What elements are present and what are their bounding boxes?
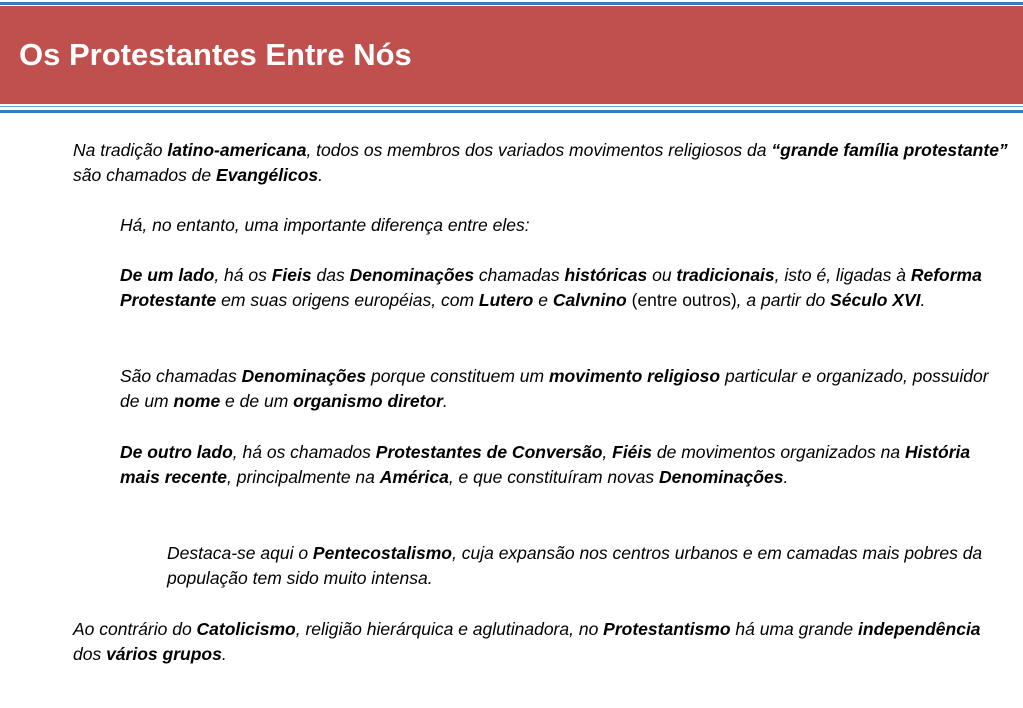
paragraph-evangelicos: [73, 138, 1008, 188]
text-segment-upright: (entre outros): [626, 290, 737, 310]
emphasis-text: tradicionais: [676, 265, 775, 285]
text-segment: e: [533, 290, 553, 310]
emphasis-text: Século XVI: [830, 290, 921, 310]
paragraph-denominacoes-historicas: [120, 263, 1000, 313]
text-segment: há uma grande: [730, 619, 859, 639]
title-bar: [0, 6, 1023, 104]
text-segment: dos: [73, 644, 107, 664]
emphasis-text: Denominações: [658, 467, 784, 487]
emphasis-text: Fieis: [271, 265, 312, 285]
text-segment: Na tradição: [73, 140, 168, 160]
emphasis-text: Calvnino: [552, 290, 627, 310]
text-segment: Há, no entanto, uma importante diferença entre eles:: [120, 215, 530, 235]
emphasis-text: movimento religioso: [548, 366, 721, 386]
text-segment: ou: [647, 265, 677, 285]
text-segment: Destaca-se aqui o: [167, 543, 313, 563]
emphasis-text: Protestantismo: [603, 619, 731, 639]
text-segment: de movimentos organizados na: [652, 442, 905, 462]
emphasis-text: latino-americana: [167, 140, 307, 160]
text-segment: .: [783, 467, 789, 487]
text-segment: chamadas: [474, 265, 565, 285]
paragraph-pentecostalismo: [167, 541, 1012, 591]
text-segment: são chamados de: [73, 165, 217, 185]
text-segment: porque constituem um: [366, 366, 549, 386]
emphasis-text: organismo diretor: [293, 391, 443, 411]
emphasis-text: independência: [858, 619, 981, 639]
paragraph-protestantes-conversao: [120, 440, 1005, 490]
emphasis-text: História mais recente: [120, 442, 971, 487]
emphasis-text: Denominações: [349, 265, 475, 285]
text-segment: , e que constituíram novas: [448, 467, 659, 487]
emphasis-text: Protestantes de Conversão: [375, 442, 603, 462]
emphasis-text: históricas: [564, 265, 648, 285]
text-segment: , isto é, ligadas à: [774, 265, 911, 285]
top-rule-line: [0, 2, 1023, 5]
emphasis-text: Reforma Protestante: [120, 265, 982, 310]
text-segment: .: [221, 644, 227, 664]
divider-thin-line: [0, 106, 1023, 107]
emphasis-text: Fiéis: [612, 442, 653, 462]
text-segment: , há os chamados: [232, 442, 376, 462]
slide-title: Os Protestantes Entre Nós: [19, 37, 412, 72]
text-segment: ,: [602, 442, 613, 462]
paragraph-sao-chamadas: [120, 364, 1000, 414]
emphasis-text: De outro lado: [120, 442, 233, 462]
emphasis-text: “grande família protestante”: [771, 140, 1008, 160]
text-segment: Ao contrário do: [73, 619, 197, 639]
text-segment: .: [442, 391, 448, 411]
emphasis-text: Lutero: [478, 290, 534, 310]
text-segment: , a partir do: [736, 290, 831, 310]
emphasis-text: Denominações: [241, 366, 367, 386]
emphasis-text: Evangélicos: [216, 165, 319, 185]
text-segment: , todos os membros dos variados movimentos religiosos da: [306, 140, 772, 160]
text-segment: , cuja expansão nos centros urbanos e em camadas mais pobres da população tem sido muito intensa.: [167, 543, 983, 588]
paragraph-catolicismo: [73, 617, 1008, 667]
text-segment: , há os: [214, 265, 272, 285]
emphasis-text: América: [379, 467, 449, 487]
emphasis-text: De um lado: [120, 265, 215, 285]
text-segment: , religião hierárquica e aglutinadora, no: [295, 619, 604, 639]
text-segment: em suas origens européias, com: [216, 290, 479, 310]
text-segment: particular e organizado, possuidor de um: [120, 366, 989, 411]
divider-rule-line: [0, 110, 1023, 113]
text-segment: .: [318, 165, 324, 185]
text-segment: das: [311, 265, 350, 285]
text-segment: , principalmente na: [227, 467, 380, 487]
emphasis-text: vários grupos: [106, 644, 222, 664]
emphasis-text: nome: [173, 391, 221, 411]
paragraph-diferenca: [120, 213, 1000, 238]
emphasis-text: Catolicismo: [196, 619, 296, 639]
text-segment: São chamadas: [120, 366, 242, 386]
text-segment: e de um: [220, 391, 294, 411]
emphasis-text: Pentecostalismo: [312, 543, 452, 563]
text-segment: .: [920, 290, 926, 310]
